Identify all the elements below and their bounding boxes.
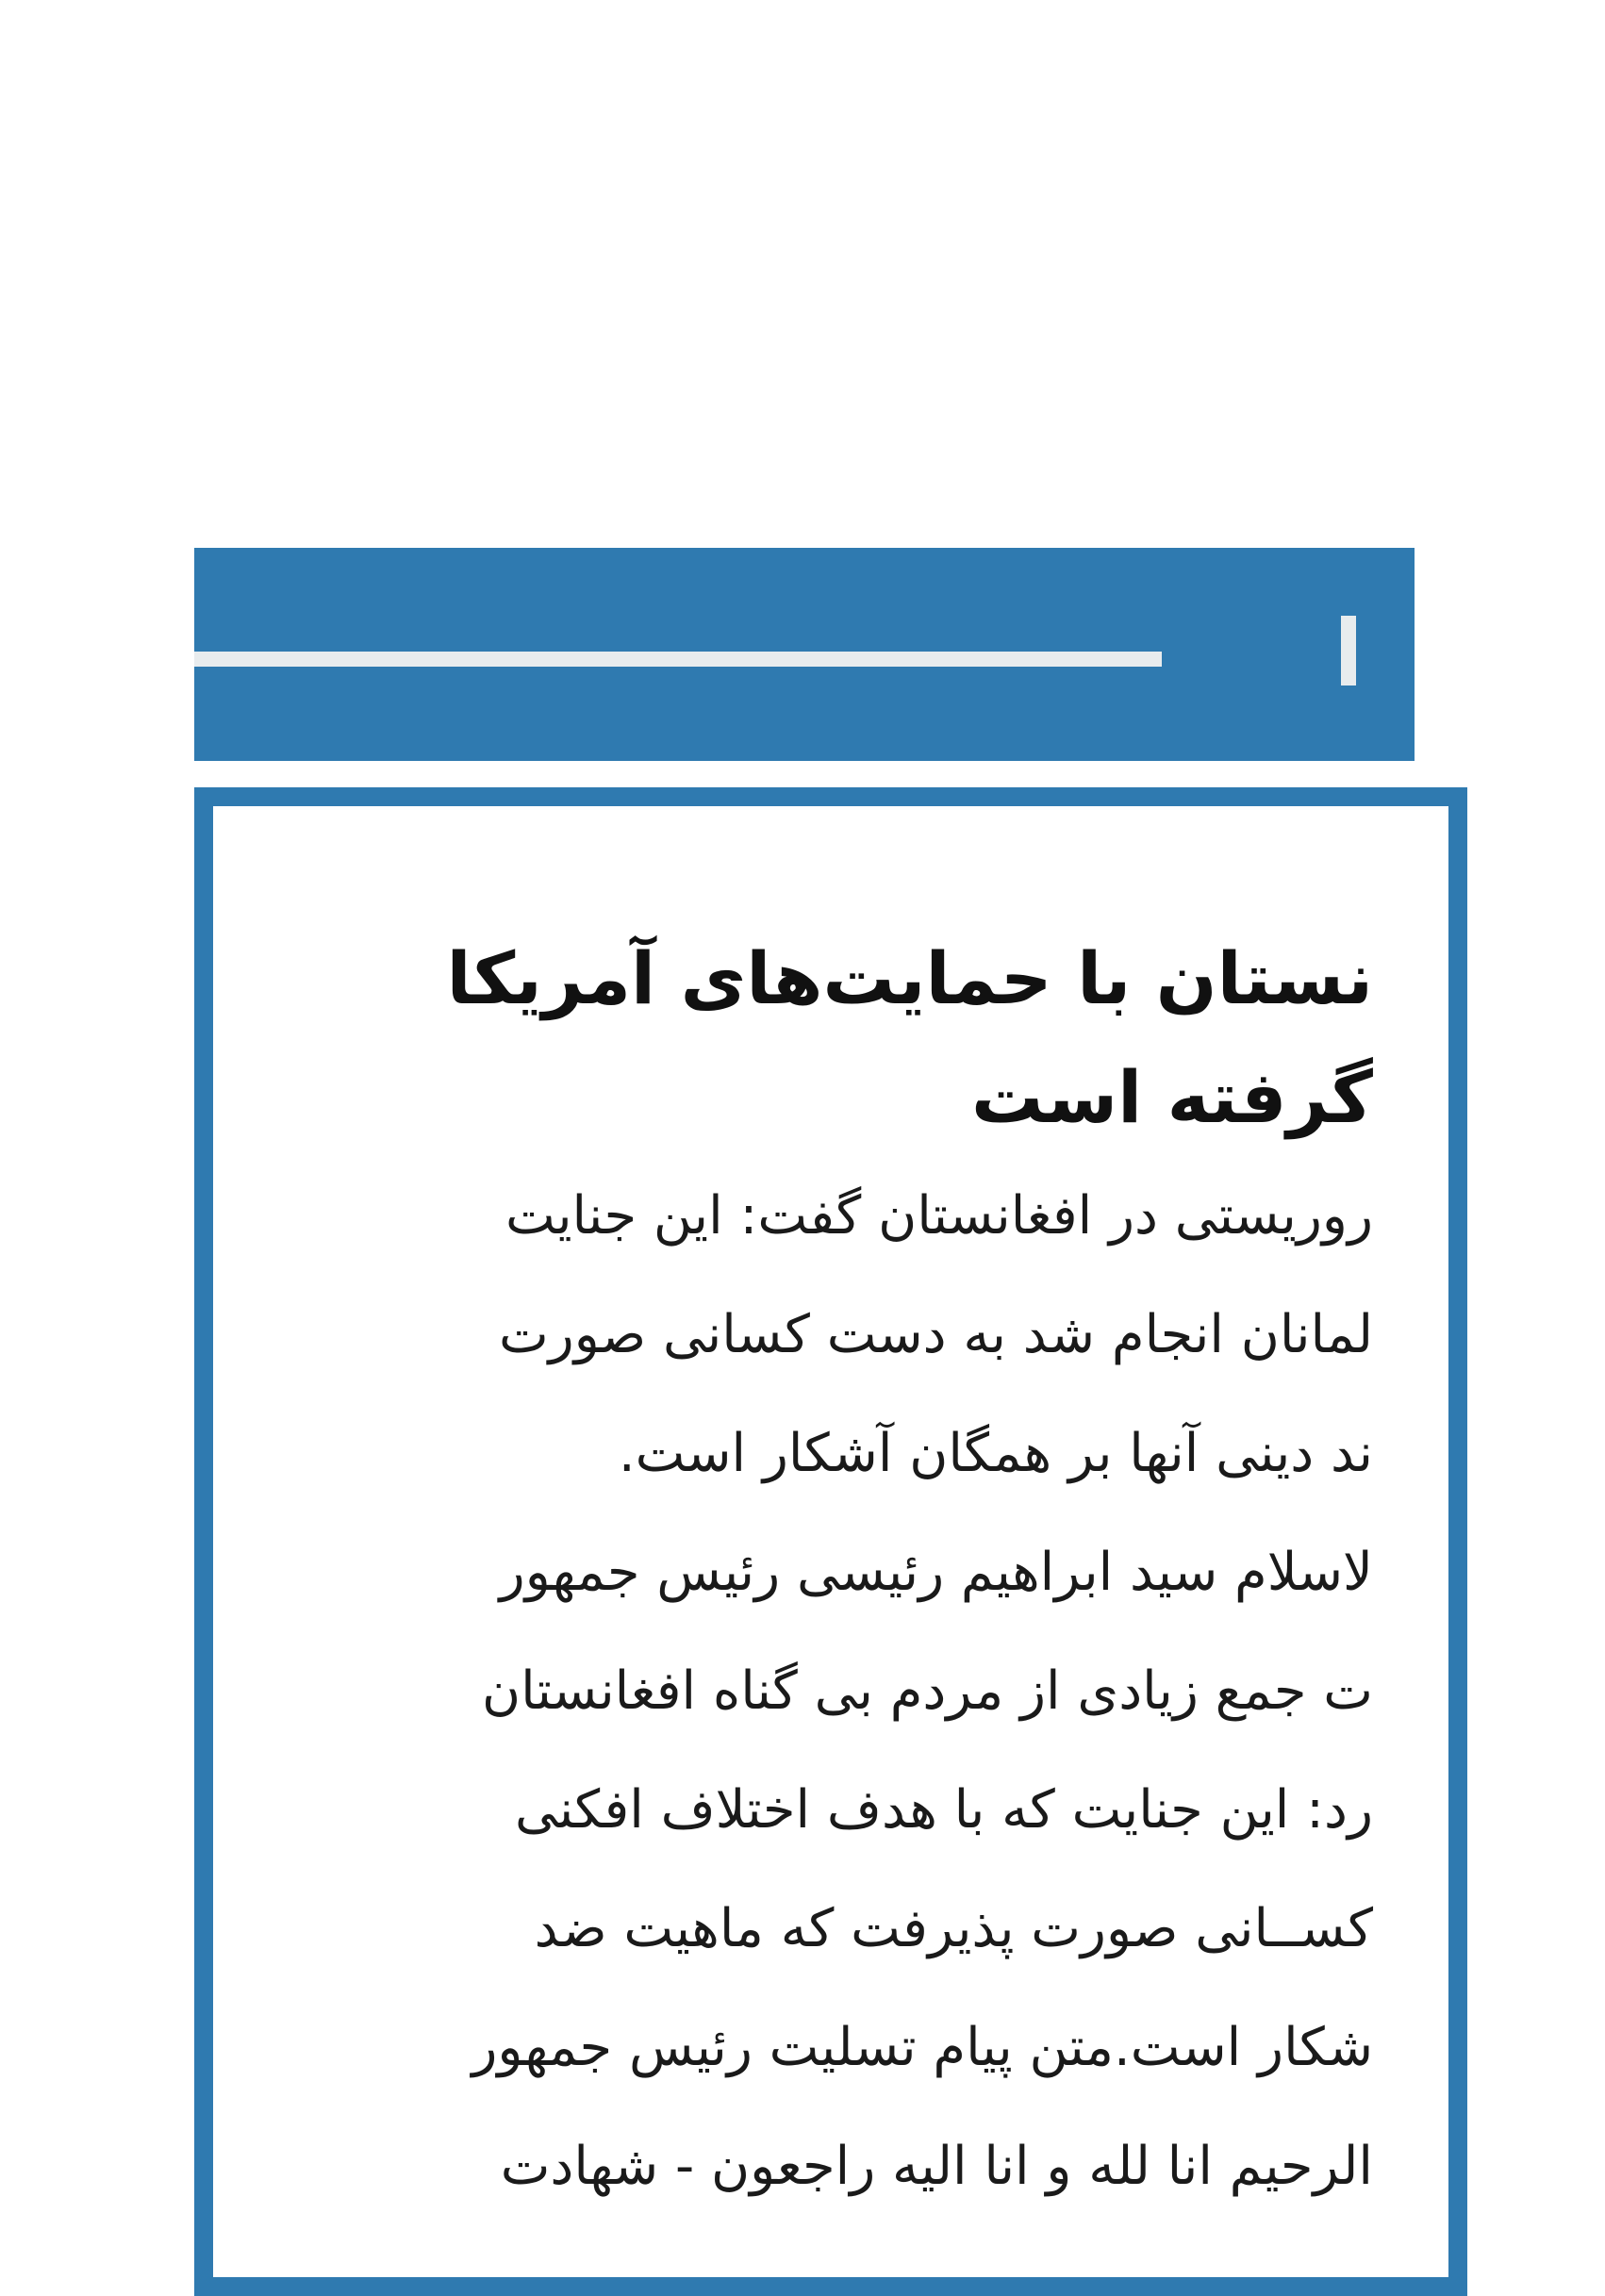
headline-line: نستان با حمایت‌های آمریکا [446, 936, 1373, 1020]
section-header-band [194, 548, 1605, 761]
body-line: لاسلام سید ابراهیم رئیسی رئیس جمهور [499, 1542, 1373, 1603]
article-box [194, 787, 1467, 2296]
headline-line: گرفته است [970, 1055, 1373, 1139]
body-line: ت جمع زیادی از مردم بی گناه افغانستان [482, 1660, 1373, 1722]
article-content [0, 806, 1373, 2226]
article-paragraph-1 [0, 1157, 1373, 1513]
article-paragraph-2 [0, 1513, 1373, 2226]
body-line: لمانان انجام شد به دست کسانی صورت [498, 1304, 1373, 1365]
header-divider-rule [194, 652, 1162, 667]
article-headline [0, 919, 1373, 1157]
body-line: شکار است.متن پیام تسلیت رئیس جمهور [472, 2017, 1373, 2078]
body-line: روریستی در افغانستان گفت: این جنایت [505, 1185, 1373, 1247]
body-line: کســانی صورت پذیرفت که ماهیت ضد [534, 1898, 1373, 1959]
body-line: رد: این جنایت که با هدف اختلاف افکنی [514, 1779, 1373, 1841]
header-divider-cap [1341, 616, 1356, 685]
body-line: الرحیم انا لله و انا الیه راجعون - شهادت [500, 2136, 1373, 2197]
section-header-title: ر [1562, 607, 1605, 695]
body-line: ند دینی آنها بر همگان آشکار است. [618, 1423, 1373, 1484]
